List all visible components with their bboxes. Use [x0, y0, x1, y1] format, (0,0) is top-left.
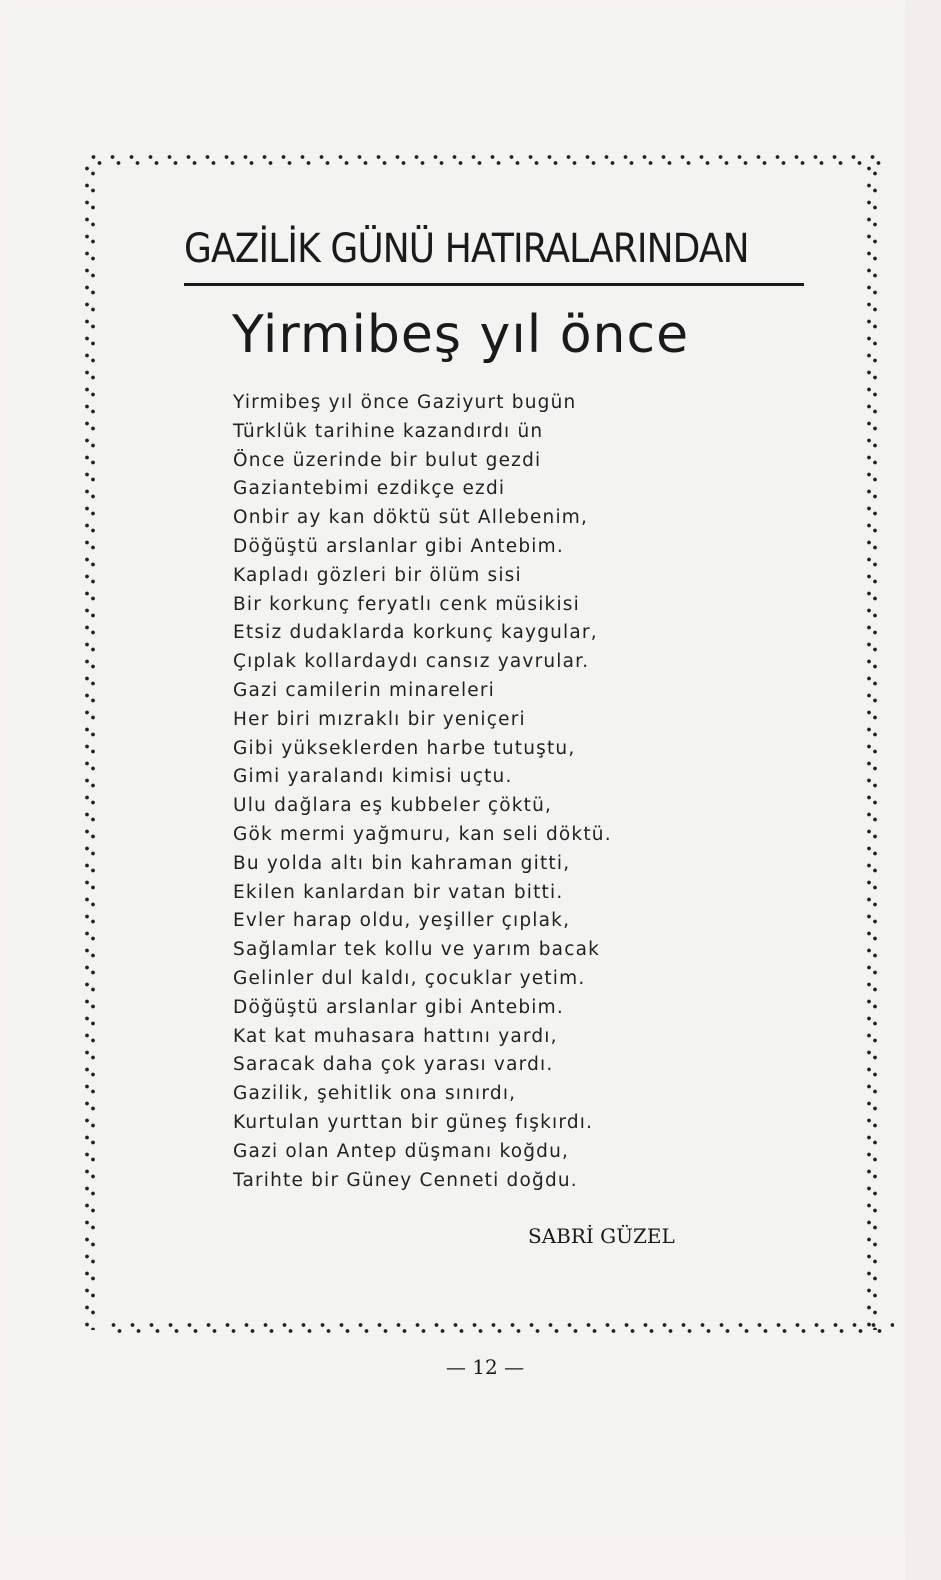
poem-line: Evler harap oldu, yeşiller çıplak, [233, 910, 571, 932]
poem-line: Tarihte bir Güney Cenneti doğdu. [233, 1169, 578, 1191]
poem-line: Her biri mızraklı bir yeniçeri [233, 708, 526, 730]
poem-line: Bu yolda altı bin kahraman gitti, [233, 852, 571, 874]
border-top [84, 154, 884, 167]
border-bottom [104, 1322, 894, 1335]
poem-line: Onbir ay kan döktü süt Allebenim, [233, 507, 589, 529]
poem-line: Kat kat muhasara hattını yardı, [233, 1025, 558, 1047]
poem-line: Gibi yükseklerden harbe tutuştu, [233, 737, 576, 759]
poem-line: Sağlamlar tek kollu ve yarım bacak [233, 939, 601, 961]
poem-line: Gelinler dul kaldı, çocuklar yetim. [233, 967, 586, 989]
poem-line: Gazi camilerin minareleri [233, 679, 496, 701]
page-title: GAZİLİK GÜNÜ HATIRALARINDAN [184, 226, 749, 272]
page-edge [905, 0, 941, 1580]
poem-line: Kurtulan yurttan bir güneş fışkırdı. [233, 1111, 594, 1133]
poem-line: Döğüştü arslanlar gibi Antebim. [233, 535, 564, 557]
poem-line: Yirmibeş yıl önce Gaziyurt bugün [233, 392, 577, 413]
poem-line: Çıplak kollardaydı cansız yavrular. [233, 651, 590, 673]
poem-line: Döğüştü arslanlar gibi Antebim. [233, 996, 564, 1018]
poem-line: Gimi yaralandı kimisi uçtu. [233, 766, 513, 788]
poem-line: Kapladı gözleri bir ölüm sisi [233, 564, 522, 586]
poem-line: Gök mermi yağmuru, kan seli döktü. [233, 823, 612, 845]
border-left [84, 160, 97, 1330]
poem-subtitle: Yirmibeş yıl önce [232, 305, 690, 365]
author-signature: SABRİ GÜZEL [528, 1224, 675, 1248]
poem-line: Önce üzerinde bir bulut gezdi [233, 449, 542, 471]
poem [233, 389, 753, 1195]
poem-line: Gazi olan Antep düşmanı koğdu, [233, 1140, 570, 1162]
poem-line: Etsiz dudaklarda korkunç kaygular, [233, 622, 598, 644]
poem-line: Ulu dağlara eş kubbeler çöktü, [233, 795, 553, 817]
poem-line: Gaziantebimi ezdikçe ezdi [233, 478, 506, 500]
poem-line: Ekilen kanlardan bir vatan bitti. [233, 881, 564, 903]
poem-line: Bir korkunç feryatlı cenk müsikisi [233, 593, 580, 615]
poem-line: Türklük tarihine kazandırdı ün [233, 420, 544, 442]
page-number: — 12 — [445, 1355, 525, 1379]
poem-line: Gazilik, şehitlik ona sınırdı, [233, 1083, 517, 1105]
poem-line: Saracak daha çok yarası vardı. [233, 1054, 554, 1076]
border-right [866, 160, 879, 1330]
title-underline [184, 283, 804, 286]
